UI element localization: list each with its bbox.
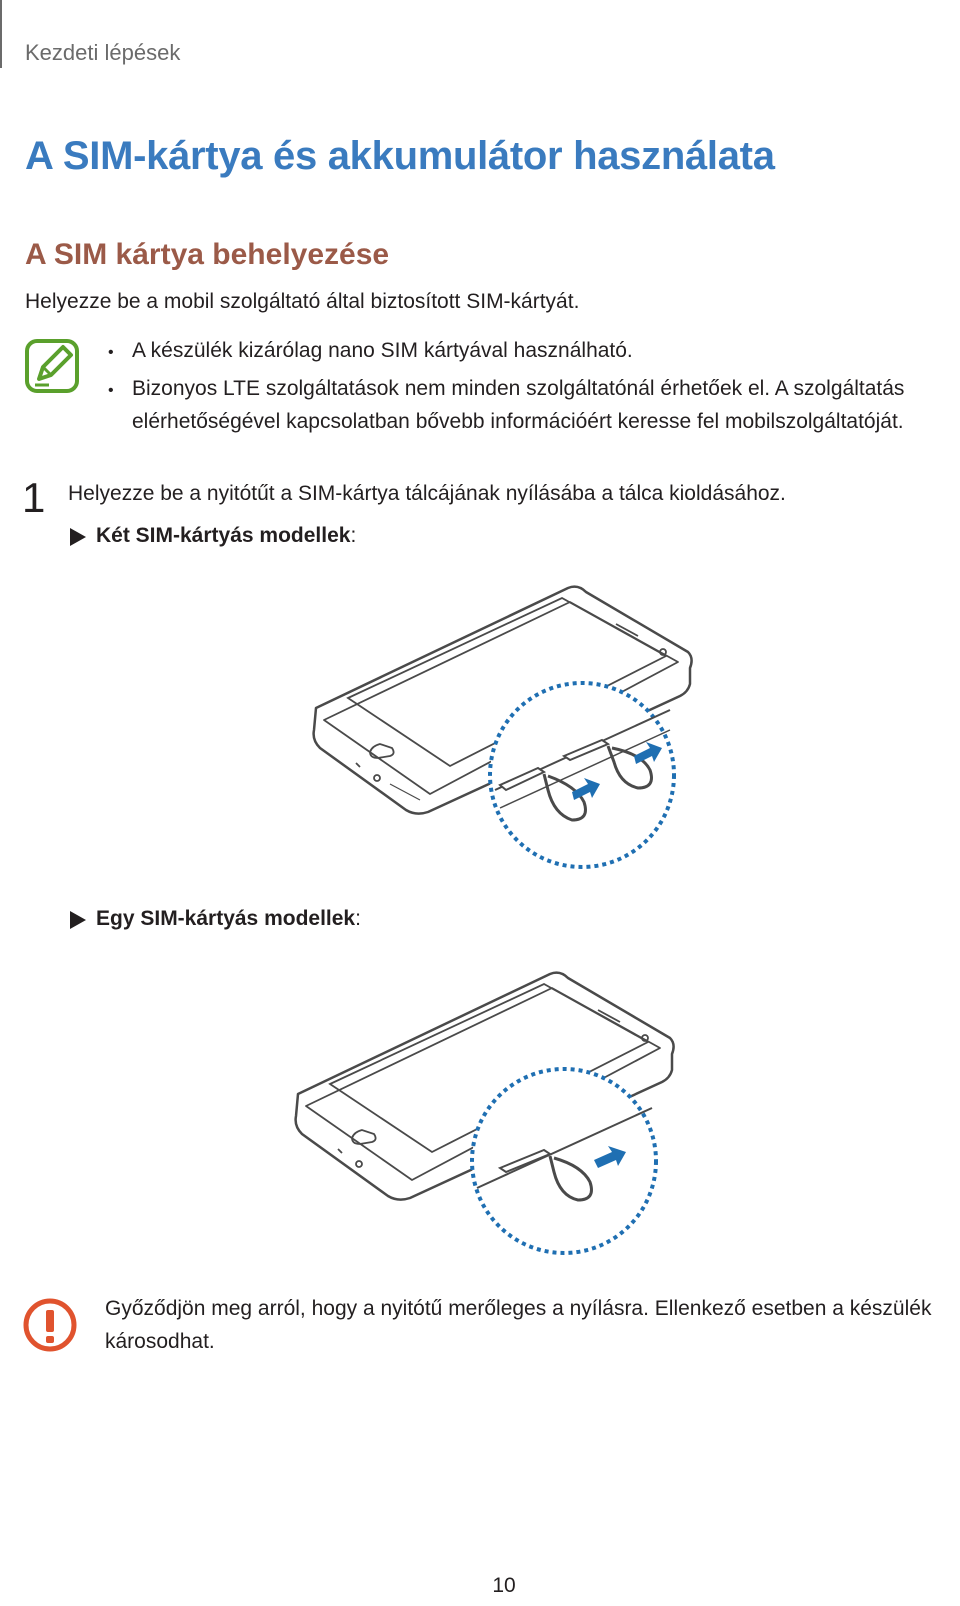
caution-exclamation-icon: [22, 1297, 78, 1353]
section-subtitle: A SIM kártya behelyezése: [25, 238, 390, 271]
page-title: A SIM-kártya és akkumulátor használata: [25, 134, 775, 178]
caution-line-1: Győződjön meg arról, hogy a nyitótű merőleges a nyílásra. Ellenkező esetben a készülék: [105, 1297, 932, 1320]
label-colon: :: [355, 907, 361, 930]
note-bullet-1: A készülék kizárólag nano SIM kártyával használható.: [132, 339, 633, 362]
triangle-arrow-icon: [70, 911, 86, 929]
intro-text: Helyezze be a mobil szolgáltató által biztosított SIM-kártyát.: [25, 290, 580, 313]
caution-line-2: károsodhat.: [105, 1330, 215, 1353]
single-sim-phone-illustration: [282, 966, 682, 1266]
note-bullet-2-line-1: Bizonyos LTE szolgáltatások nem minden szolgáltatónál érhetőek el. A szolgáltatás: [132, 377, 905, 400]
header-rule: [0, 0, 2, 68]
bullet-marker: •: [108, 344, 114, 361]
sim-zoom-inset: [490, 683, 674, 867]
section-header: Kezdeti lépések: [25, 40, 181, 65]
label-colon: :: [350, 524, 357, 547]
page-number: 10: [492, 1574, 516, 1597]
note-pencil-icon: [25, 339, 79, 393]
step-number: 1: [22, 474, 46, 521]
single-sim-label-text: Egy SIM-kártyás modellek: [96, 907, 356, 930]
triangle-arrow-icon: [70, 528, 86, 546]
sim-zoom-inset: [472, 1069, 656, 1253]
step-1-text: Helyezze be a nyitótűt a SIM-kártya tálcájának nyílásába a tálca kioldásához.: [68, 482, 786, 505]
dual-sim-label-text: Két SIM-kártyás modellek: [96, 524, 351, 547]
dual-sim-label: [96, 524, 356, 548]
dual-sim-phone-illustration: [300, 580, 700, 880]
single-sim-label: [96, 907, 361, 931]
note-bullet-2-line-2: elérhetőségével kapcsolatban bővebb információért keresse fel mobilszolgáltatóját.: [132, 410, 904, 433]
bullet-marker: •: [108, 382, 114, 399]
